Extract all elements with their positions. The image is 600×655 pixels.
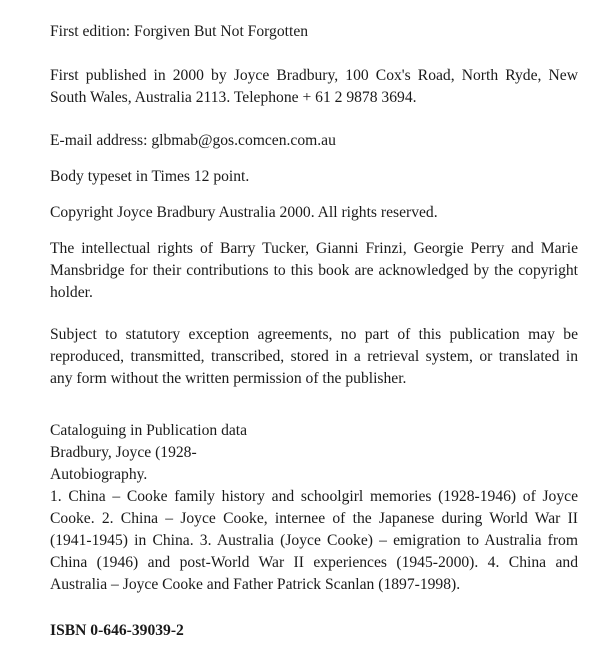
isbn-line: ISBN 0-646-39039-2 <box>50 622 184 639</box>
first-edition-line: First edition: Forgiven But Not Forgotten <box>50 23 309 40</box>
typeset-line: Body typeset in Times 12 point. <box>50 168 250 185</box>
publication-info-paragraph: First published in 2000 by Joyce Bradbury, 100 Cox's Road, North Ryde, New South Wales, Australia 2113. Telephone + 61 2 9878 3694. <box>50 67 578 106</box>
email-line: E-mail address: glbmab@gos.comcen.com.au <box>50 132 336 149</box>
intellectual-rights-paragraph: The intellectual rights of Barry Tucker, Gianni Frinzi, Georgie Perry and Marie Mansbridge for their contributions to this book are acknowledged by the copyright holder. <box>50 240 578 301</box>
cip-genre: Autobiography. <box>50 466 148 483</box>
copyright-line: Copyright Joyce Bradbury Australia 2000. All rights reserved. <box>50 204 438 221</box>
statutory-paragraph: Subject to statutory exception agreements, no part of this publication may be reproduced, transmitted, transcribed, stored in a retrieval system, or translated in any form without the written permission of the publisher. <box>50 326 578 387</box>
cip-subjects-paragraph: 1. China – Cooke family history and schoolgirl memories (1928-1946) of Joyce Cooke. 2. China – Joyce Cooke, internee of the Japanese during World War II (1941-1945) in China. 3. Australia (Joyce Cooke) – emigration to Australia from China (1946) and post-World War II experiences (1945-2000). 4. China and Australia – Joyce Cooke and Father Patrick Scanlan (1897-1998). <box>50 488 578 593</box>
cip-heading: Cataloguing in Publication data <box>50 422 248 439</box>
cip-author: Bradbury, Joyce (1928- <box>50 444 197 461</box>
